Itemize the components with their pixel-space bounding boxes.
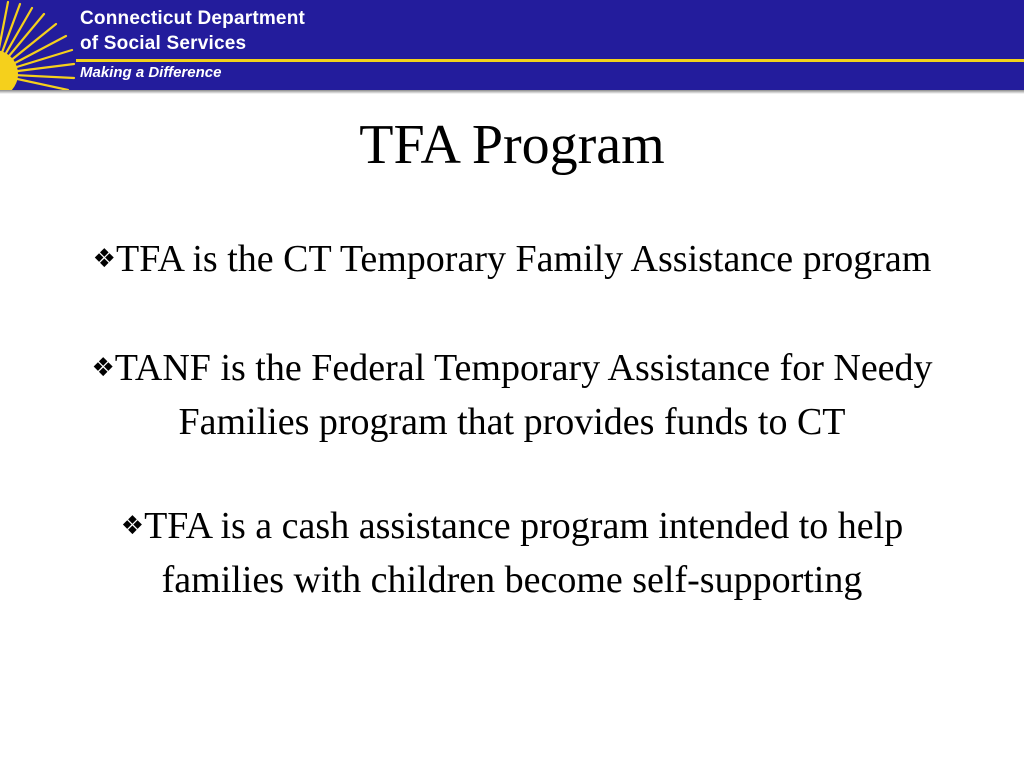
bullet-1-text-a: TFA is the (115, 238, 284, 280)
org-name-line-1: Connecticut Department (80, 8, 306, 29)
bullet-2-text-a: TANF is the (114, 347, 312, 389)
org-name-line-2: of Social Services (80, 33, 247, 54)
bullet-2-text-b: Temporary Assistance for Needy Families program that provides funds to CT (178, 347, 933, 443)
header-banner (0, 0, 1024, 90)
bullet-2-emphasis: Federal (311, 347, 426, 389)
bullet-3 (60, 501, 964, 605)
bullet-3-text: TFA is a cash assistance program intended to help families with children become self-supporting (144, 505, 904, 601)
slide-title: TFA Program (359, 114, 665, 176)
bullet-2 (60, 343, 964, 447)
diamond-bullet-icon: ❖ (92, 244, 116, 274)
diamond-bullet-icon: ❖ (120, 511, 145, 541)
sunburst-logo-icon (0, 0, 76, 90)
diamond-bullet-icon: ❖ (91, 353, 115, 383)
bullet-1 (60, 234, 964, 288)
bullet-1-emphasis: CT (283, 238, 331, 280)
header-shadow (0, 90, 1024, 94)
bullet-1-text-b: Temporary Family Assistance program (331, 238, 932, 280)
header-divider (76, 59, 1024, 62)
tagline: Making a Difference (80, 64, 222, 81)
